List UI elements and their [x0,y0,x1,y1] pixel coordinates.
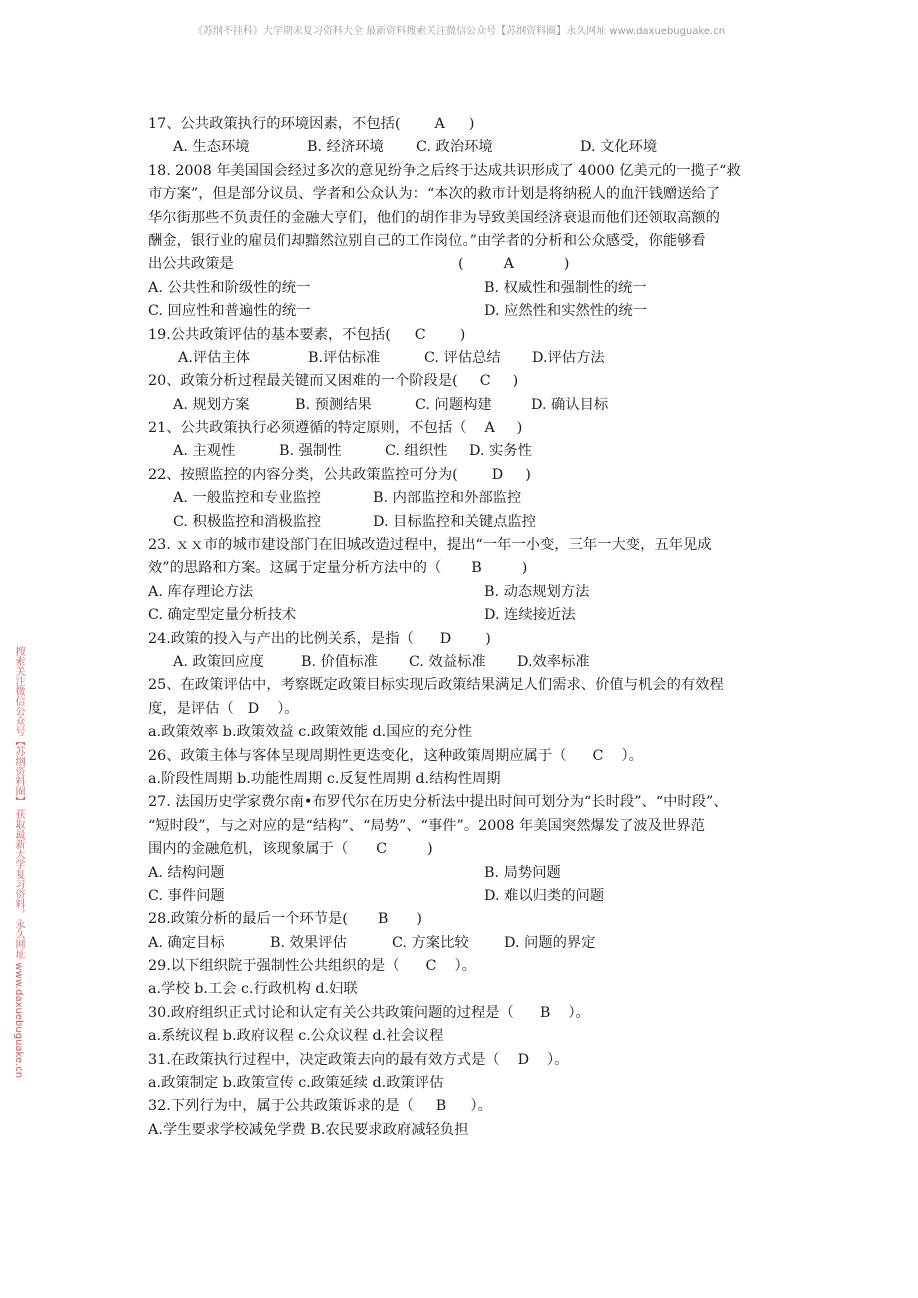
q23-stem-text: 效”的思路和方案。这属于定量分析方法中的（ [148,560,442,577]
q28-close: ) [416,911,422,928]
q23-stem [148,557,788,580]
q22-stem-text: 22、按照监控的内容分类，公共政策监控可分为( [148,466,458,483]
q22-option-d: D. 目标监控和关键点监控 [373,513,537,530]
q28-option-b: B. 效果评估 [270,934,347,951]
q23-option-b: B. 动态规划方法 [484,583,590,600]
q24-option-d: D.效率标准 [517,653,590,670]
q31-close: ）。 [547,1051,569,1068]
q18-options-row-2 [148,300,788,323]
q28-answer: B [377,911,389,928]
q30-options: a.系统议程 b.政府议程 c.公众议程 d.社会议程 [148,1028,444,1045]
q19-stem-text: 19.公共政策评估的基本要素，不包括( [148,326,391,343]
q32-close: ）。 [470,1098,492,1115]
question-list [148,113,788,1142]
q27-stem-text: 围内的金融危机，该现象属于（ [148,841,349,858]
q19-option-a: A.评估主体 [178,349,251,366]
q27-options-row-1 [148,862,788,885]
q18-line-4: 酬金，银行业的雇员们却黯然泣别自己的工作岗位。”由学者的分析和公众感受，你能够看 [148,232,706,249]
q18-option-d: D. 应然性和实然性的统一 [484,303,648,320]
q30-stem [148,1002,788,1025]
q20-stem-text: 20、政策分析过程最关键而又困难的一个阶段是( [148,373,458,390]
q26-options: a.阶段性周期 b.功能性周期 c.反复性周期 d.结构性周期 [148,770,501,787]
q26-close: ）。 [621,747,643,764]
page-header: 《苏纲不挂科》大学期末复习资料大全 最新资料搜索关注微信公众号【苏纲资料圈】永久网址 www.daxuebuguake.cn [192,26,726,37]
q19-options [148,347,788,370]
q24-stem [148,628,788,651]
q17-close: ) [468,116,475,132]
q24-option-b: B. 价值标准 [301,653,378,670]
q23-options-row-1 [148,581,788,604]
q27-answer: C [376,841,388,858]
q26-stem [148,745,788,768]
q21-stem-text: 21、公共政策执行必须遵循的特定原则，不包括（ [148,420,467,437]
q17-option-c: C. 政治环境 [416,139,493,156]
q28-options [148,932,788,955]
q22-options-row-2 [148,511,788,534]
q26-answer: C [592,747,604,764]
q22-close: ) [525,466,531,483]
q22-answer: D [491,466,504,483]
q24-stem-text: 24.政策的投入与产出的比例关系，是指（ [148,630,414,647]
q23-answer: B [471,560,482,577]
q30-answer: B [539,1004,551,1021]
q29-options: a.学校 b.工会 c.行政机构 d.妇联 [148,981,358,998]
q20-option-b: B. 预测结果 [295,396,372,413]
q32-answer: B [435,1098,447,1115]
q27-option-c: C. 事件问题 [148,887,225,904]
q21-option-b: B. 强制性 [279,443,342,460]
q21-answer: A [484,420,495,437]
q21-option-c: C. 组织性 [385,443,448,460]
q23-line-1: 23. ｘｘ市的城市建设部门在旧城改造过程中，提出“一年一小变，三年一大变，五年见成 [148,537,712,554]
q17-stem-text: 17、公共政策执行的环境因素，不包括( [148,116,401,132]
q17-options [148,136,788,159]
q30-close: ）。 [568,1004,590,1021]
q28-stem [148,908,788,931]
q18-option-a: A. 公共性和阶级性的统一 [148,279,311,296]
q28-option-c: C. 方案比较 [392,934,469,951]
side-watermark: 搜索关注微信公众号【苏纲资料圈】 获取最新大学复习资料，永久网址 www.daxuebuguake.cn [13,646,24,1079]
q17-option-b: B. 经济环境 [307,139,384,156]
q32-stem-text: 32.下列行为中，属于公共政策诉求的是（ [148,1098,414,1115]
q28-option-a: A. 确定目标 [148,934,225,951]
q32-stem [148,1095,788,1118]
q20-close: ) [512,373,519,390]
q24-option-a: A. 政策回应度 [173,653,264,670]
q18-option-b: B. 权威性和强制性的统一 [484,279,647,296]
q24-close: ) [485,630,491,647]
q29-stem [148,955,788,978]
q22-option-a: A. 一般监控和专业监控 [173,490,322,507]
q25-options: a.政策效率 b.政策效益 c.政策效能 d.国应的充分性 [148,724,472,741]
q21-option-d: D. 实务性 [469,443,532,460]
q23-option-a: A. 库存理论方法 [148,583,254,600]
q27-line-1: 27. 法国历史学家费尔南•布罗代尔在历史分析法中提出时间可划分为“长时段”、“中时段”、 [148,794,728,811]
q18-options-row-1 [148,277,788,300]
q26-stem-text: 26、政策主体与客体呈现周期性更迭变化，这种政策周期应属于（ [148,747,567,764]
q27-close: ) [427,841,433,858]
q25-line-1: 25、在政策评估中，考察既定政策目标实现后政策结果满足人们需求、价值与机会的有效程 [148,677,724,694]
q28-stem-text: 28.政策分析的最后一个环节是( [148,911,348,928]
q19-answer: C [414,326,426,343]
q29-answer: C [425,958,437,975]
q31-stem [148,1049,788,1072]
q19-option-d: D.评估方法 [532,349,605,366]
q31-options: a.政策制定 b.政策宣传 c.政策延续 d.政策评估 [148,1075,444,1092]
q30-stem-text: 30.政府组织正式讨论和认定有关公共政策问题的过程是（ [148,1004,514,1021]
q25-answer: D [247,700,260,717]
q28-option-d: D. 问题的界定 [504,934,596,951]
q17-stem [148,113,788,136]
q24-options [148,651,788,674]
q19-stem [148,324,788,347]
q24-option-c: C. 效益标准 [409,653,486,670]
q22-stem [148,464,788,487]
q23-option-d: D. 连续接近法 [484,607,576,624]
q17-answer: A [434,116,445,132]
q27-option-b: B. 局势问题 [484,864,561,881]
q24-answer: D [439,630,452,647]
q21-stem [148,417,788,440]
q18-line-1: 18. 2008 年美国国会经过多次的意见纷争之后终于达成共识形成了 4000 亿美元的一揽子“救 [148,162,741,179]
q29-stem-text: 29.以下组织院于强制性公共组织的是（ [148,958,400,975]
q19-option-b: B.评估标准 [308,349,381,366]
q18-stem-text: 出公共政策是 [148,256,234,273]
q19-close: ) [459,326,466,343]
q31-stem-text: 31.在政策执行过程中，决定政策去向的最有效方式是（ [148,1051,500,1068]
q27-option-a: A. 结构问题 [148,864,225,881]
q18-option-c: C. 回应性和普遍性的统一 [148,303,311,320]
q25-stem-text: 度，是评估（ [148,700,234,717]
q22-options-row-1 [148,487,788,510]
q27-option-d: D. 难以归类的问题 [484,887,605,904]
q18-answer: A [503,256,514,273]
q21-options [148,440,788,463]
q20-option-a: A. 规划方案 [173,396,250,413]
q27-stem [148,838,788,861]
q22-option-c: C. 积极监控和消极监控 [173,513,322,530]
q18-stem: 出公共政策是 ( A ) [148,253,788,276]
q29-close: ）。 [454,958,476,975]
q17-option-d: D. 文化环境 [580,139,658,156]
q31-answer: D [517,1051,530,1068]
q32-options: A.学生要求学校减免学费 B.农民要求政府减轻负担 [148,1121,469,1138]
q22-option-b: B. 内部监控和外部监控 [373,490,522,507]
q19-option-c: C. 评估总结 [424,349,501,366]
q21-close: ) [516,420,523,437]
q23-option-c: C. 确定型定量分析技术 [148,607,297,624]
q20-option-d: D. 确认目标 [531,396,609,413]
q27-options-row-2 [148,885,788,908]
q21-option-a: A. 主观性 [173,443,236,460]
q25-stem [148,698,788,721]
q18-line-2: 市方案”，但是部分议员、学者和公众认为：“本次的救市计划是将纳税人的血汗钱赠送给了 [148,186,721,203]
q23-close: ) [521,560,528,577]
q18-line-3: 华尔街那些不负责任的金融大亨们，他们的胡作非为导致美国经济衰退而他们还领取高额的 [148,209,720,226]
q25-close: ）。 [277,700,299,717]
q20-stem [148,370,788,393]
q20-answer: C [479,373,491,390]
q27-line-2: “短时段”，与之对应的是“结构”、“局势”、“事件”。2008 年美国突然爆发了波及世界范 [148,817,705,834]
q23-options-row-2 [148,604,788,627]
q20-options [148,394,788,417]
q17-option-a: A. 生态环境 [173,139,250,156]
q20-option-c: C. 问题构建 [415,396,492,413]
